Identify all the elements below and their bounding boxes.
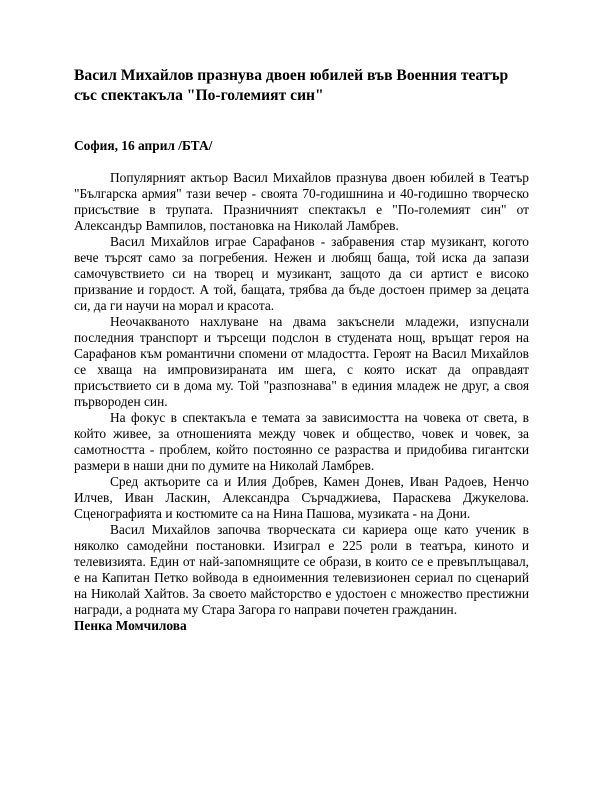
article: [74, 66, 529, 633]
author-name: Пенка Момчилова: [74, 618, 187, 633]
paragraph: На фокус в спектакъла е темата за зависимостта на човека от света, в който живее, за отношенията между човек и общество, човек и човек, за самотността - проблем, който постоянно се разраства и придобива гигантски размери в наши дни по думите на Николай Ламбрев.: [74, 410, 529, 473]
paragraph: Сред актьорите са и Илия Добрев, Камен Донев, Иван Радоев, Ненчо Илчев, Иван Ласкин, Александра Сърчаджиева, Параскева Джукелова. Сценографията и костюмите са на Нина Пашова, музиката - на Дони.: [74, 474, 529, 521]
paragraph: Васил Михайлов започва творческата си кариера още като ученик в няколко самодейни постановки. Изиграл е 225 роли в театъра, киното и телевизията. Един от най-запомнящите се образи, в които се е превъплъщавал, е на Капитан Петко войвода в едноименния телевизионен сериал по сценарий на Николай Хайтов. За своето майсторство е удостоен с множество престижни награди, а родната му Стара Загора го направи почетен гражданин.: [74, 522, 529, 617]
paragraph: Неочакваното нахлуване на двама закъснели младежи, изпуснали последния транспорт и търсещи подслон в студената нощ, връщат героя на Сарафанов към романтични спомени от младостта. Героят на Васил Михайлов се хваща на импровизираната им шега, с която искат да оправдаят присъствието си в дома му. Той "разпознава" в единия младеж не друг, а своя първороден син.: [74, 314, 529, 409]
dateline: София, 16 април /БТА/: [74, 138, 213, 153]
paragraph: Популярният актьор Васил Михайлов празнува двоен юбилей в Театър "Българска армия" тази вечер - своята 70-годишнина и 40-годишно творческо присъствие в трупата. Празничният спектакъл е "По-големият син" от Александър Вампилов, постановка на Николай Ламбрев.: [74, 170, 529, 233]
paragraph: Васил Михайлов играе Сарафанов - забравения стар музикант, когото вече търсят само за погребения. Нежен и любящ баща, той иска да запази самочувствието си на творец и музикант, защото да си артист е високо призвание и гордост. А той, бащата, трябва да бъде достоен пример за децата си, да ги научи на морал и красота.: [74, 234, 529, 313]
article-body: [74, 170, 529, 634]
article-title: Васил Михайлов празнува двоен юбилей във Военния театър със спектакъла "По-големият син": [74, 67, 509, 104]
